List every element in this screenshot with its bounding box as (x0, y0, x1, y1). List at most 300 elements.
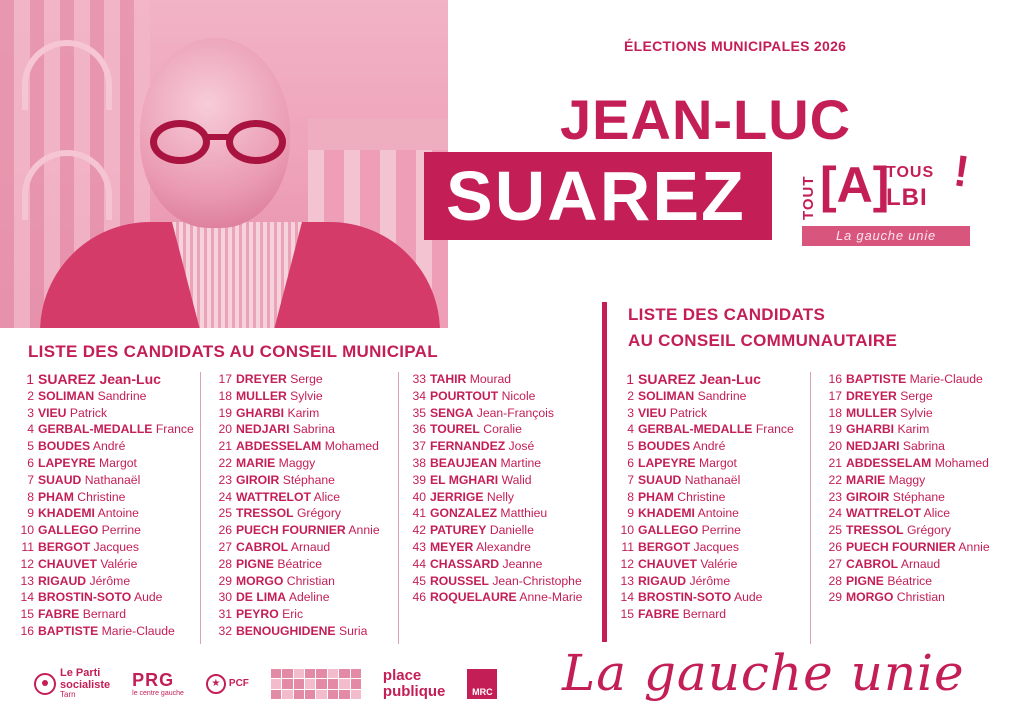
candidate-number: 29 (218, 573, 232, 588)
candidate-number: 23 (218, 472, 232, 487)
candidate-number: 9 (627, 506, 634, 521)
communautaire-title-line-2: AU CONSEIL COMMUNAUTAIRE (628, 331, 898, 350)
candidate-first-name: Marie-Claude (101, 623, 175, 638)
mrc-logo: MRC (467, 669, 497, 699)
candidate-first-name: Perrine (101, 523, 141, 538)
candidate-surname: PIGNE (236, 556, 274, 571)
candidate-first-name: Maggy (278, 455, 316, 470)
candidate-first-name: France (155, 422, 194, 437)
candidate-number: 7 (627, 472, 634, 487)
candidate-first-name: Bernard (682, 607, 727, 622)
candidate-row (14, 455, 194, 472)
candidate-first-name: Stéphane (892, 489, 945, 504)
candidate-first-name: Arnaud (290, 539, 331, 554)
candidate-number: 5 (27, 439, 34, 454)
candidate-row (614, 489, 794, 506)
candidate-surname: WATTRELOT (236, 489, 311, 504)
candidate-first-name: Serge (290, 372, 323, 386)
candidate-row (406, 556, 582, 573)
candidate-first-name: Arnaud (900, 556, 941, 571)
candidate-number: 20 (218, 422, 232, 437)
candidate-first-name: Walid (501, 472, 532, 487)
candidate-first-name: Sabrina (292, 422, 335, 437)
candidate-surname: BAPTISTE (846, 372, 907, 386)
candidate-number: 25 (218, 506, 232, 521)
candidate-first-name: Sylvie (900, 405, 933, 420)
candidate-row (822, 421, 990, 438)
candidate-number: 21 (828, 455, 842, 470)
candidate-surname: GHARBI (846, 422, 895, 437)
candidate-surname: SUAREZ (38, 371, 96, 387)
candidate-first-name: Alexandre (476, 539, 531, 554)
candidate-surname: NEDJARI (236, 422, 290, 437)
candidate-number: 4 (627, 422, 634, 437)
candidate-surname: PHAM (38, 489, 74, 504)
candidate-row (14, 623, 194, 640)
candidate-first-name: Annie (958, 539, 990, 554)
candidate-surname: EL MGHARI (430, 472, 499, 487)
candidate-first-name: Serge (900, 388, 933, 403)
candidate-surname: BERGOT (38, 539, 91, 554)
candidate-number: 10 (20, 523, 34, 538)
candidate-surname: ABDESSELAM (236, 439, 322, 454)
candidate-number: 35 (412, 405, 426, 420)
star-icon: ★ (206, 674, 226, 694)
candidate-number: 46 (412, 590, 426, 605)
candidate-row (822, 539, 990, 556)
candidate-surname: CABROL (236, 539, 289, 554)
candidate-surname: GHARBI (236, 405, 285, 420)
candidate-row (614, 472, 794, 489)
candidate-number: 19 (218, 405, 232, 420)
candidate-row (406, 405, 582, 422)
candidate-surname: TOUREL (430, 422, 480, 437)
column-divider (810, 372, 811, 644)
candidate-first-name: Jacques (93, 539, 139, 554)
candidate-number: 22 (218, 455, 232, 470)
candidate-surname: PUECH FOURNIER (846, 539, 956, 554)
candidate-row (212, 623, 380, 640)
candidate-number: 1 (26, 371, 34, 387)
candidate-first-name: Nelly (486, 489, 514, 504)
candidate-number: 14 (620, 590, 634, 605)
candidate-number: 40 (412, 489, 426, 504)
candidate-row (14, 405, 194, 422)
candidate-number: 13 (620, 573, 634, 588)
candidate-number: 10 (620, 523, 634, 538)
candidate-surname: DE LIMA (236, 590, 287, 605)
candidate-row (822, 371, 990, 388)
candidate-surname: NEDJARI (846, 439, 900, 454)
candidate-row (822, 388, 990, 405)
candidate-surname: KHADEMI (38, 506, 95, 521)
candidate-surname: GERBAL-MEDALLE (638, 422, 753, 437)
candidate-surname: GONZALEZ (430, 506, 498, 521)
column-divider (398, 372, 399, 644)
candidate-first-name: JEAN-LUC (560, 88, 852, 151)
candidate-row (212, 421, 380, 438)
candidate-surname: PEYRO (236, 607, 279, 622)
candidate-number: 8 (627, 489, 634, 504)
candidate-surname: RIGAUD (38, 573, 87, 588)
candidate-surname: BOUDES (638, 439, 691, 454)
candidate-surname: JERRIGE (430, 489, 484, 504)
candidate-first-name: Christine (77, 489, 126, 504)
candidate-row (822, 455, 990, 472)
candidate-surname: BEAUJEAN (430, 455, 498, 470)
candidate-row (822, 505, 990, 522)
candidate-number: 3 (27, 405, 34, 420)
candidate-row (212, 573, 380, 590)
candidate-row (406, 539, 582, 556)
candidate-surname: FABRE (638, 607, 680, 622)
candidate-first-name: Mourad (469, 372, 512, 386)
candidate-first-name: André (92, 439, 126, 454)
glasses (150, 120, 286, 164)
candidate-first-name: Christian (286, 573, 335, 588)
candidate-number: 23 (828, 489, 842, 504)
candidate-row (822, 489, 990, 506)
candidate-number: 33 (412, 372, 426, 386)
logo-tout: TOUT (800, 175, 817, 220)
candidate-row (614, 421, 794, 438)
candidate-first-name: Karim (897, 422, 930, 437)
nous-tous-albi-logo (271, 669, 361, 699)
candidate-number: 22 (828, 472, 842, 487)
candidate-first-name: Patrick (669, 405, 708, 420)
building-roof (308, 118, 448, 154)
candidate-first-name: Bernard (82, 607, 127, 622)
candidate-number: 39 (412, 472, 426, 487)
candidate-first-name: Coralie (483, 422, 522, 437)
logo-exclamation: ! (950, 146, 973, 197)
candidate-first-name: Jean-Luc (99, 371, 161, 387)
candidate-first-name: Sylvie (290, 388, 323, 403)
municipal-list-title: LISTE DES CANDIDATS AU CONSEIL MUNICIPAL (28, 342, 438, 361)
prg-logo: PRG le centre gauche (132, 669, 184, 697)
party-logos (34, 664, 497, 704)
candidate-first-name: Sandrine (97, 388, 147, 403)
candidate-number: 21 (218, 439, 232, 454)
candidate-surname: PHAM (638, 489, 674, 504)
communautaire-title-line-1: LISTE DES CANDIDATS (628, 305, 826, 324)
communautaire-list-title (628, 302, 897, 354)
candidate-number: 18 (828, 405, 842, 420)
candidate-surname: MARIE (236, 455, 276, 470)
candidate-row (212, 522, 380, 539)
candidate-row (614, 438, 794, 455)
candidate-first-name: Margot (98, 455, 137, 470)
candidate-row (406, 589, 582, 606)
candidate-row (14, 505, 194, 522)
candidate-row (822, 438, 990, 455)
candidate-first-name: Sandrine (697, 388, 747, 403)
candidate-number: 26 (828, 539, 842, 554)
candidate-surname: GALLEGO (638, 523, 699, 538)
candidate-surname: BENOUGHIDENE (236, 623, 336, 638)
candidate-row (406, 472, 582, 489)
candidate-first-name: Anne-Marie (519, 590, 583, 605)
candidate-number: 28 (218, 556, 232, 571)
candidate-number: 44 (412, 556, 426, 571)
candidate-number: 18 (218, 388, 232, 403)
candidate-surname: BOUDES (38, 439, 91, 454)
candidate-number: 3 (627, 405, 634, 420)
candidate-row (14, 371, 194, 388)
candidate-first-name: Aude (733, 590, 763, 605)
candidate-row (822, 556, 990, 573)
candidate-number: 6 (627, 455, 634, 470)
candidate-surname: LAPEYRE (38, 455, 96, 470)
candidate-first-name: Jeanne (502, 556, 543, 571)
candidate-row (14, 573, 194, 590)
candidate-row (14, 388, 194, 405)
candidate-photo (0, 0, 448, 328)
candidate-number: 2 (627, 388, 634, 403)
candidate-row (212, 505, 380, 522)
candidate-first-name: Sabrina (902, 439, 945, 454)
candidate-surname: MULLER (236, 388, 287, 403)
communautaire-column-1 (614, 371, 794, 623)
candidate-row (406, 573, 582, 590)
candidate-row (406, 505, 582, 522)
candidate-surname: PATUREY (430, 523, 487, 538)
candidate-first-name: Annie (348, 523, 380, 538)
candidate-row (614, 573, 794, 590)
candidate-row (822, 573, 990, 590)
candidate-first-name: José (508, 439, 535, 454)
candidate-surname: CABROL (846, 556, 899, 571)
candidate-first-name: Béatrice (277, 556, 323, 571)
column-divider (200, 372, 201, 644)
candidate-number: 17 (218, 372, 232, 386)
candidate-number: 15 (620, 607, 634, 622)
candidate-number: 16 (828, 372, 842, 386)
candidate-surname: KHADEMI (638, 506, 695, 521)
candidate-row (614, 455, 794, 472)
candidate-row (614, 405, 794, 422)
candidate-row (14, 589, 194, 606)
candidate-surname: GERBAL-MEDALLE (38, 422, 153, 437)
candidate-surname: ROQUELAURE (430, 590, 517, 605)
candidate-first-name: Jérôme (689, 573, 731, 588)
candidate-first-name: Eric (282, 607, 304, 622)
candidate-number: 45 (412, 573, 426, 588)
pcf-logo: ★ PCF (206, 674, 249, 694)
candidate-row (406, 421, 582, 438)
candidate-surname: TAHIR (430, 372, 467, 386)
candidate-number: 2 (27, 388, 34, 403)
candidate-first-name: Mohamed (934, 455, 989, 470)
candidate-row (212, 438, 380, 455)
candidate-number: 43 (412, 539, 426, 554)
candidate-row (614, 539, 794, 556)
candidate-number: 5 (627, 439, 634, 454)
candidate-number: 31 (218, 607, 232, 622)
candidate-row (212, 371, 380, 388)
candidate-number: 1 (626, 371, 634, 387)
candidate-surname: FABRE (38, 607, 80, 622)
logo-tous: TOUS (886, 164, 935, 181)
candidate-first-name: Jean-François (476, 405, 554, 420)
candidate-number: 42 (412, 523, 426, 538)
candidate-row (212, 405, 380, 422)
candidate-row (614, 522, 794, 539)
candidate-row (212, 455, 380, 472)
candidate-surname: ROUSSEL (430, 573, 489, 588)
candidate-surname: SUAREZ (638, 371, 696, 387)
candidate-first-name: Antoine (697, 506, 739, 521)
candidate-number: 27 (218, 539, 232, 554)
candidate-surname: PIGNE (846, 573, 884, 588)
candidate-first-name: Grégory (906, 523, 951, 538)
candidate-row (822, 522, 990, 539)
candidate-number: 13 (20, 573, 34, 588)
logo-lbi: LBI (886, 184, 928, 211)
logo-tagline: La gauche unie (802, 226, 970, 246)
section-divider-bar (602, 302, 607, 642)
candidate-surname: RIGAUD (638, 573, 687, 588)
candidate-surname: DREYER (236, 372, 287, 386)
municipal-column-2 (212, 371, 380, 640)
candidate-surname: SOLIMAN (38, 388, 95, 403)
candidate-number: 37 (412, 439, 426, 454)
municipal-column-3 (406, 371, 582, 606)
candidate-first-name: Maggy (888, 472, 926, 487)
candidate-surname: TRESSOL (236, 506, 294, 521)
candidate-surname: VIEU (638, 405, 667, 420)
candidate-first-name: André (692, 439, 726, 454)
candidate-number: 8 (27, 489, 34, 504)
candidate-surname: BROSTIN-SOTO (38, 590, 132, 605)
candidate-row (406, 489, 582, 506)
candidate-number: 25 (828, 523, 842, 538)
candidate-first-name: Jérôme (89, 573, 131, 588)
candidate-number: 15 (20, 607, 34, 622)
candidate-number: 27 (828, 556, 842, 571)
candidate-first-name: Christian (896, 590, 945, 605)
candidate-surname: SUAUD (38, 472, 82, 487)
candidate-row (14, 556, 194, 573)
candidate-first-name: Béatrice (887, 573, 933, 588)
candidate-first-name: Danielle (489, 523, 534, 538)
candidate-surname: FERNANDEZ (430, 439, 506, 454)
candidate-row (14, 489, 194, 506)
candidate-surname: BERGOT (638, 539, 691, 554)
candidate-surname: CHAUVET (38, 556, 97, 571)
candidate-number: 9 (27, 506, 34, 521)
candidate-number: 7 (27, 472, 34, 487)
candidate-surname: VIEU (38, 405, 67, 420)
candidate-first-name: Karim (287, 405, 320, 420)
candidate-number: 30 (218, 590, 232, 605)
candidate-first-name: Perrine (701, 523, 741, 538)
candidate-first-name: Nicole (501, 388, 536, 403)
candidate-row (406, 438, 582, 455)
candidate-number: 12 (20, 556, 34, 571)
candidate-row (614, 388, 794, 405)
candidate-number: 24 (828, 506, 842, 521)
candidate-row (212, 539, 380, 556)
candidate-number: 24 (218, 489, 232, 504)
candidate-row (14, 472, 194, 489)
candidate-surname: SUAUD (638, 472, 682, 487)
candidate-row (14, 522, 194, 539)
candidate-first-name: Jean-Christophe (492, 573, 582, 588)
candidate-first-name: Aude (133, 590, 163, 605)
candidate-surname: BAPTISTE (38, 623, 99, 638)
candidate-surname: ABDESSELAM (846, 455, 932, 470)
candidate-first-name: Christine (677, 489, 726, 504)
candidate-first-name: Jacques (693, 539, 739, 554)
candidate-row (212, 589, 380, 606)
candidate-surname: BROSTIN-SOTO (638, 590, 732, 605)
candidate-surname: DREYER (846, 388, 897, 403)
candidate-surname: TRESSOL (846, 523, 904, 538)
candidate-number: 29 (828, 590, 842, 605)
candidate-number: 11 (21, 539, 34, 554)
candidate-first-name: Stéphane (282, 472, 335, 487)
candidate-row (822, 589, 990, 606)
logo-letter: [A] (820, 157, 890, 213)
rose-icon (34, 673, 56, 695)
candidate-number: 34 (412, 388, 426, 403)
candidate-row (822, 472, 990, 489)
candidate-first-name: Martine (500, 455, 542, 470)
candidate-first-name: Margot (698, 455, 737, 470)
candidate-row (822, 405, 990, 422)
candidate-surname: GALLEGO (38, 523, 99, 538)
candidate-surname: SENGA (430, 405, 474, 420)
candidate-row (14, 438, 194, 455)
slogan: La gauche unie (562, 644, 965, 702)
candidate-number: 20 (828, 439, 842, 454)
candidate-number: 19 (828, 422, 842, 437)
candidate-row (212, 489, 380, 506)
candidate-number: 12 (620, 556, 634, 571)
election-title: ÉLECTIONS MUNICIPALES 2026 (624, 38, 847, 54)
candidate-first-name: France (755, 422, 794, 437)
candidate-row (406, 522, 582, 539)
candidate-number: 36 (412, 422, 426, 437)
candidate-first-name: Matthieu (500, 506, 548, 521)
candidate-row (406, 455, 582, 472)
candidate-number: 16 (20, 623, 34, 638)
tout-albi-logo (800, 148, 972, 248)
candidate-row (614, 556, 794, 573)
candidate-surname: MULLER (846, 405, 897, 420)
candidate-surname: POURTOUT (430, 388, 499, 403)
candidate-first-name: Adeline (288, 590, 330, 605)
candidate-row (614, 505, 794, 522)
candidate-row (212, 606, 380, 623)
candidate-row (14, 539, 194, 556)
candidate-first-name: Marie-Claude (909, 372, 983, 386)
candidate-surname: SOLIMAN (638, 388, 695, 403)
candidate-first-name: Antoine (97, 506, 139, 521)
candidate-number: 38 (412, 455, 426, 470)
candidate-number: 11 (621, 539, 634, 554)
candidate-row (14, 606, 194, 623)
candidate-row (212, 388, 380, 405)
candidate-row (212, 472, 380, 489)
candidate-first-name: Patrick (69, 405, 108, 420)
candidate-row (212, 556, 380, 573)
candidate-first-name: Jean-Luc (699, 371, 761, 387)
candidate-surname: GIROIR (236, 472, 280, 487)
candidate-last-name: SUAREZ (424, 152, 772, 240)
candidate-row (614, 606, 794, 623)
